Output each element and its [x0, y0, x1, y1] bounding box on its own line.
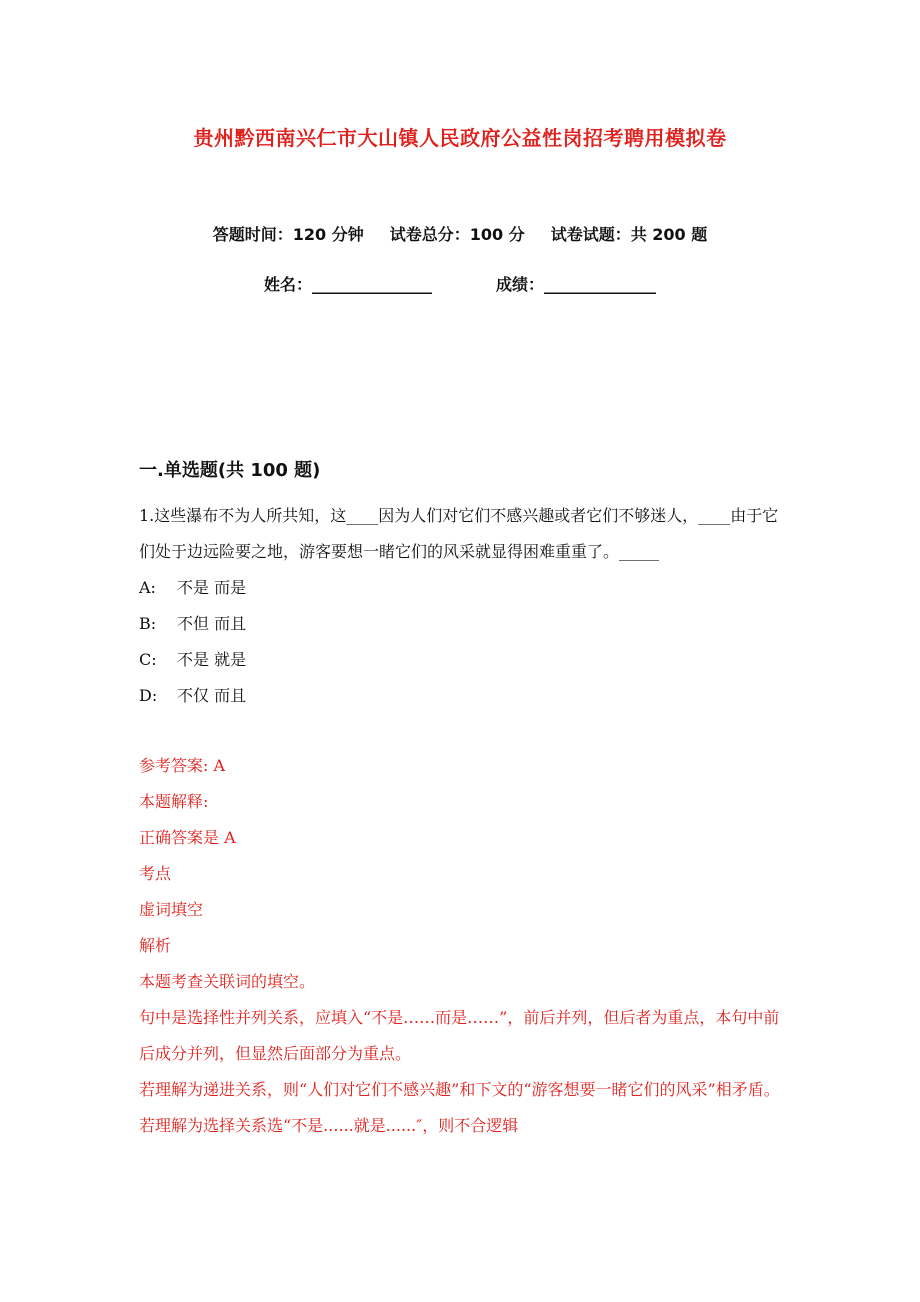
analysis-paragraph-2: 句中是选择性并列关系，应填入“不是……而是……”，前后并列，但后者为重点，本句中前后成分并列，但显然后面部分为重点。 [139, 1008, 780, 1063]
section-heading: 一.单选题(共 100 题) [139, 460, 321, 481]
option-b [139, 606, 789, 642]
option-letter: D: [139, 686, 158, 705]
option-letter: A: [139, 578, 156, 597]
option-text: 不但 而且 [177, 614, 247, 633]
option-letter: B: [139, 614, 157, 633]
name-field: 姓名：_______________ [263, 275, 432, 294]
explanation-label: 本题解释: [139, 792, 209, 811]
candidate-info-row [0, 272, 920, 295]
option-list [139, 570, 789, 714]
exam-total-score: 试卷总分：100 分 [389, 225, 525, 244]
score-field: 成绩：______________ [496, 275, 657, 294]
exam-time: 答题时间：120 分钟 [212, 225, 364, 244]
document-title: 贵州黔西南兴仁市大山镇人民政府公益性岗招考聘用模拟卷 [193, 126, 727, 150]
point-label: 考点 [139, 864, 172, 883]
option-letter: C: [139, 650, 157, 669]
option-d [139, 678, 789, 714]
analysis-paragraph-3: 若理解为递进关系，则“人们对它们不感兴趣”和下文的“游客想要一睹它们的风采”相矛盾。若理解为选择关系选“不是......就是......″，则不合逻辑 [139, 1080, 780, 1135]
option-text: 不仅 而且 [177, 686, 247, 705]
exam-info-row [0, 222, 920, 245]
option-text: 不是 而是 [177, 578, 247, 597]
analysis-label: 解析 [139, 936, 172, 955]
question-text: 1.这些瀑布不为人所共知，这____因为人们对它们不感兴趣或者它们不够迷人，____由于它们处于边远险要之地，游客要想一睹它们的风采就显得困难重重了。_____ [139, 506, 779, 561]
reference-answer: 参考答案: A [139, 756, 226, 775]
option-a [139, 570, 789, 606]
point-value: 虚词填空 [139, 900, 204, 919]
exam-content [139, 458, 789, 1144]
option-c [139, 642, 789, 678]
analysis-paragraph-1: 本题考查关联词的填空。 [139, 972, 316, 991]
correct-answer: 正确答案是 A [139, 828, 236, 847]
option-text: 不是 就是 [177, 650, 247, 669]
exam-question-count: 试卷试题：共 200 题 [550, 225, 708, 244]
answer-block [139, 748, 789, 1144]
